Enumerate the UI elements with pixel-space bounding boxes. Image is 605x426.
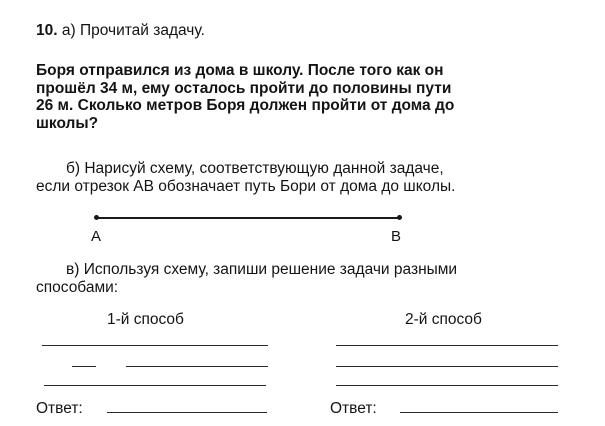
problem-statement [36,62,581,132]
point-b-label: В [391,228,402,245]
point-a-dot [94,215,99,220]
part-c-instruction [36,261,581,297]
method-1-writing-line[interactable] [44,385,266,386]
answer-2-field[interactable] [400,412,558,413]
method-1-writing-line[interactable] [42,345,268,346]
point-a-label: А [91,228,102,245]
answer-1-label: Ответ: [36,400,83,417]
part-b-line: если отрезок АВ обозначает путь Бори от дома до школы. [36,178,456,195]
answer-2-label: Ответ: [330,400,377,417]
method-1-short-line[interactable] [72,366,96,367]
method-2-writing-line[interactable] [336,366,558,367]
answer-1-field[interactable] [107,412,267,413]
point-b-dot [397,215,402,220]
part-c-line: в) Используя схему, запиши решение задачи разными [66,261,458,278]
segment-ab-line [96,217,400,219]
method-1-title: 1-й способ [107,311,184,328]
part-c-line: способами: [36,279,119,296]
method-2-writing-line[interactable] [336,345,558,346]
problem-line: школы? [36,114,99,132]
part-b-instruction [36,160,581,196]
task-number: 10. [36,22,58,39]
task-header [36,22,205,40]
method-2-title: 2-й способ [405,311,482,328]
part-a-instruction: а) Прочитай задачу. [61,22,205,39]
method-2-writing-line[interactable] [336,385,558,386]
problem-line: прошёл 34 м, ему осталось пройти до половины пути [36,79,452,97]
method-1-writing-line[interactable] [126,366,268,367]
problem-line: Боря отправился из дома в школу. После того как он [36,62,444,79]
part-b-line: б) Нарисуй схему, соответствующую данной задаче, [66,160,444,177]
problem-line: 26 м. Сколько метров Боря должен пройти от дома до [36,97,455,114]
